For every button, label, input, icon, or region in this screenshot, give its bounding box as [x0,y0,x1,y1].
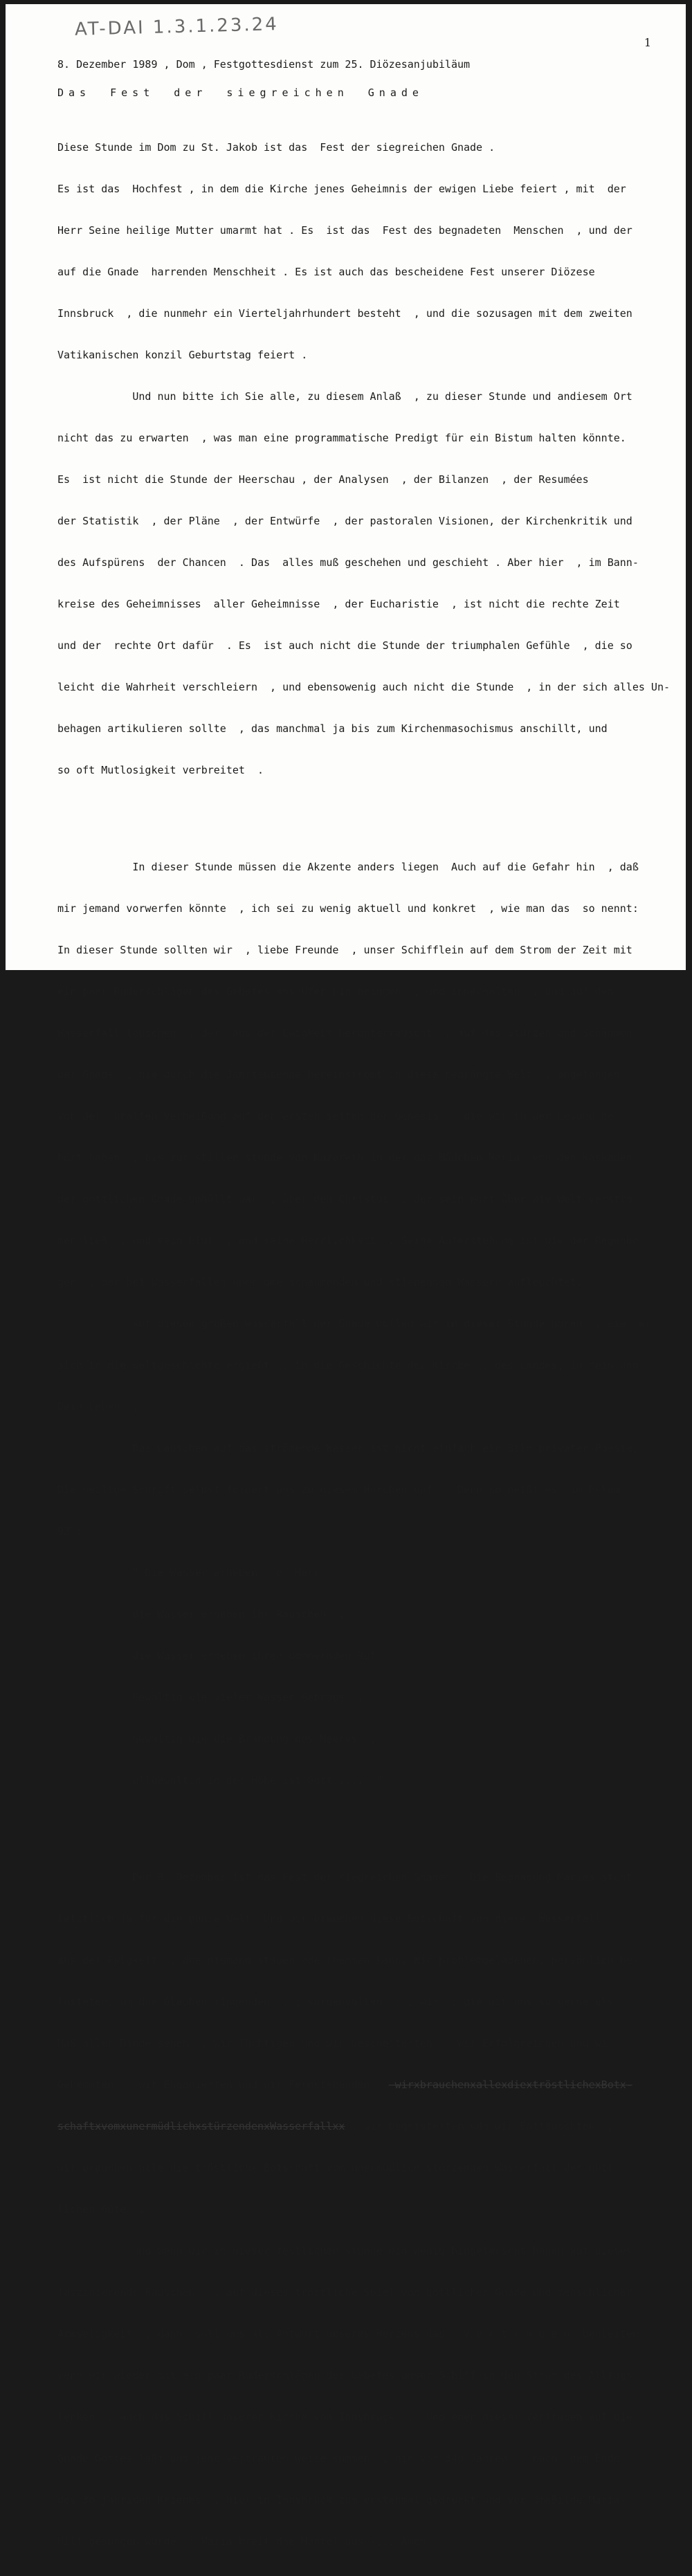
text-line: des Aufspürens der Chancen . Das alles muß geschehen und geschieht . Aber hier , im Bann- [57,556,639,569]
text-line: Wasserfall lauschen , der aus der Ewigkeit herunterrauscht , auf das Stürzen und Schäumen [57,1027,632,1039]
text-line: Vatikanischen konzil Geburtstag feiert . [57,349,308,361]
text-line: behagen artikulieren sollte , das manchmal ja bis zum Kirchenmasochismus anschillt, und [57,722,608,735]
psalm-line: Gewaltig wie die Brandung des Meeres , [57,1733,376,1745]
text-line: kreise des Geheimnisses aller Geheimnisse , der Eucharistie , ist nicht die rechte Zeit [57,598,620,610]
text-line: lasteten, um dne Glauben ringenden , , sorgenvollen , , wir , die wir uns so gerne als [57,1995,614,2008]
text-line: Herr Seine heilige Mutter umarmt hat . Es ist das Fest des begnadeten Menschen , und der [57,224,632,237]
text-line: so oft Mutlosigkeit verbreitet . [57,764,264,776]
text-line: Maß aller Dinge sehen , wir Tüchtigen und wir Gescheiterten , wir Erfolgreichen und wir [57,2037,614,2049]
text-line: wenn wir wieder mit ein paar Ruderschlägen des Gebetes unser Schiff in den Strom des Alltags [57,2369,632,2382]
text-line: Auf diesen großen Wasserfall der Gnade wollen wir in dieser Stunde hören , wie er [57,1317,651,1330]
text-line: letztlich ja für die ganze Welt. Und wir brauchen diese Botschaft von diesem Wasserfall [57,1912,601,1925]
text-line: wir brauchen alle die tröstliche Botschaft vom unermüdlich stürzenden Wasserfall der gött- [57,2162,620,2174]
text-line: lichen Güte . [57,2203,145,2216]
text-line: mir jemand vorwerfen könnte , ich sei zu wenig aktuell und konkret , wie man das so nennt: [57,902,639,915]
text-line: Armseligkeit , dann soll uns als Antwort unseres Herzens das V e r t r a u e n begleiten [57,2328,639,2340]
text-line: der göttlichen Gnade umhüllt war , über den Christus , der sein Wort über die Welt verströ- [57,1193,639,1205]
psalm-line: die Wasser erheben ihren donnernden Ruf . [57,1650,395,1662]
text-segment: Gehemmten , wir Engagierten und wir Fernstehenden , [57,2079,389,2091]
text-line: Dein Leben . [57,1400,139,1413]
text-line: Innsbruck , die nunmehr ein Vierteljahrhundert besteht , und die sozusagen mit dem zweiten [57,307,632,320]
text-segment: , wir Begeisterten udn wir Enttäuschten , [345,2120,614,2132]
text-line: Die heilige Schrift selbst fordert uns zu diesem Horchen auf . Denn so heißt es im Pslam [57,1483,620,1496]
text-line: Der 8. Dezember ist das Fest der siegreichen Gnade . Die Begnadung Marias steht [57,1871,632,1883]
text-line: faszinierende Rauschen , auf dieses tröstliche Spiel von göttlicher Gnade und menschlicher [57,2286,632,2299]
psalm-line: Gewaltig wie vieler Wasser Gebraus , [57,1691,364,1703]
struck-through-text: schaftxvomxunermüdlichxstürzendenxWasserfallxx [57,2120,345,2132]
text-line: 93 : [57,1525,83,1537]
paragraph-gap [57,1815,670,1843]
text-line: Und wenn wir in dieser festlichen stunde ein wenig hingelauscht haben auf dieses [57,2245,632,2257]
text-line: Es ist nicht die Stunde der Heerschau , der Analysen , der Bilanzen , der Resumées [57,473,589,486]
text-line: des 3o-jährigen Krieges , hier in Innsbruck zum erstenmal gedruckt und vor dmeBilde Maria- [57,2494,626,2506]
body-text [57,113,670,2576]
text-line: hört haben , bis zur stillen stunde von Nazareth in der das Mädchen Maria von den Kaskaden [57,1151,632,1164]
text-line: In dieser Stunde müssen die Akzente anders liegen Auch auf die Gefahr hin , daß [57,861,639,873]
document-title: Das Fest der siegreichen Gnade [57,86,424,99]
psalm-line: die Wasser erheben ihr Rauschen , [57,1608,345,1620]
text-line: Gnade Gottes läßt uns jene vertrauten Weise summen , die vor 34o Jahren , nach dem Ende [57,2452,620,2465]
text-line: Das Lauschen auf das strömende Wasser ist nicht einfach ein Bild privater Poesie, [57,1442,639,1454]
archive-reference-stamp: AT-DAI 1.3.1.23.24 [74,14,280,40]
document-page [6,4,686,2548]
text-line: auf die Gnade harrenden Menschheit . Es ist auch das bescheidene Fest unserer Diözese [57,266,595,278]
text-line: aus der Ewigkeit , dne niemand stauen ode rhemmen kann. Wir problemgeladenen, persönlich be- [57,1954,639,1966]
header-line: 8. Dezember 1989 , Dom , Festgottesdienst zum 25. Diözesanjubiläum [57,58,471,71]
text-line: nicht das zu erwarten , was man eine programmatische Predigt für ein Bistum halten könnte. [57,432,626,444]
text-line: men ließ , und sein Blut , und seine Herrlichkeit . Seine Auferstehung ist wie der Regenbo- [57,1234,645,1247]
text-line: lenken , auch das Schiff unserer Kirche von Innsbruck . Und eben dieses Vertrauen auf die [57,2411,632,2423]
text-line: sich in die weltgeschichte ergießt , in die Geschichte der Kirche , des Landes, in mein und [57,1359,639,1371]
text-line-with-strikeout [57,2119,670,2133]
text-line: der Statistik , der Pläne , der Entwürfe , der pastoralen Visionen, der Kirchenkritik und [57,515,632,527]
text-line: gen , der bei Wasserfällen über dme schäumenden und stiebenden Wassern aufleuchtet. [57,1276,583,1288]
text-line: Diese Stunde im Dom zu St. Jakob ist das Fest der siegreichen Gnade . [57,141,495,154]
text-line: ein paar Ruderschlägen des Gebetes ans Ufer hin bringen , und innerhalten , und auf den [57,985,614,998]
text-line: Es ist das Hochfest , in dem die Kirche jenes Geheimnis der ewigen Liebe feiert , mit der [57,183,626,195]
text-line: In dieser Stunde sollten wir , liebe Freunde , unser Schifflein auf dem Strom der Zeit mit [57,944,632,956]
text-line: Hilf gesungen wurde : Maria breit dne Mantel aus -... Amen [57,2535,426,2548]
struck-through-text: wirxbrauchenxallexdiextröstlichexBotx- [388,2079,632,2091]
text-line: der Gnade , die durch die Jahrtausende hereinströmt in diese bedrängte Welt , angefangen [57,1068,620,1081]
page-number: 1 [644,36,651,49]
psalm-line: allgewaltig in der Höhe ist Gott .... " [57,1774,383,1787]
psalm-line: " Die Wasser erheben , o Herr, , [57,1566,339,1579]
paragraph-gap [57,805,670,832]
text-line: von der uralten Verheißung auf den ersten seiten der Genesis , die wir in der Lesung ge- [57,1110,620,1122]
text-line: leicht die Wahrheit verschleiern , und ebensowenig auch nicht die Stunde , in der sich alles Un- [57,681,671,693]
text-line: Und nun bitte ich Sie alle, zu diesem Anlaß , zu dieser Stunde und andiesem Ort [57,390,632,403]
text-line: und der rechte Ort dafür . Es ist auch nicht die Stunde der triumphalen Gefühle , die so [57,639,632,652]
text-line-with-strikeout [57,2078,670,2092]
